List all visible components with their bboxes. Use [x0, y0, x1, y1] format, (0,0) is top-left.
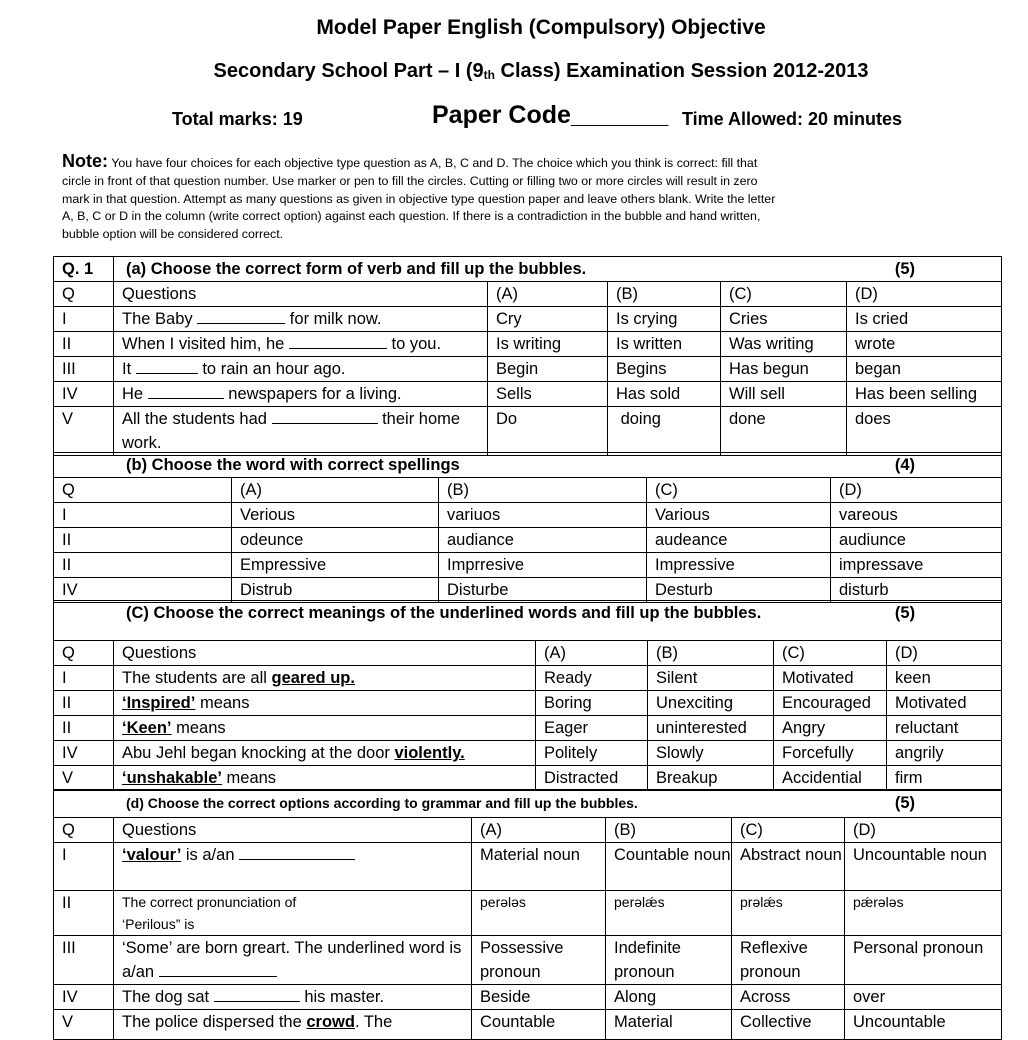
table-row: V ‘unshakable’ means Distracted Breakup Accidential firm: [54, 766, 1002, 791]
section-a-header-row: Q Questions (A) (B) (C) (D): [54, 282, 1002, 307]
section-c-table: [53, 600, 1002, 791]
section-c-header-row: Q Questions (A) (B) (C) (D): [54, 641, 1002, 666]
table-row: I Verious variuos Various vareous: [54, 503, 1002, 528]
section-a-heading: (a) Choose the correct form of verb and fill up the bubbles. (5): [114, 257, 1002, 282]
table-row: II Empressive Imprresive Impressive impressave: [54, 553, 1002, 578]
table-row: IV Abu Jehl began knocking at the door violently. Politely Slowly Forcefully angrily: [54, 741, 1002, 766]
table-row: IV He newspapers for a living. Sells Has sold Will sell Has been selling: [54, 382, 1002, 407]
section-b-table: [53, 452, 1002, 603]
time-allowed: Time Allowed: 20 minutes: [682, 109, 903, 129]
table-row: II ‘Keen’ means Eager uninterested Angry reluctant: [54, 716, 1002, 741]
table-row: II The correct pronunciation of ‘Perilous” is perələs perəlǽs prəlǽs pǽrələs: [54, 891, 1002, 936]
table-row: IV The dog sat his master. Beside Along Across over: [54, 985, 1002, 1010]
table-row: V The police dispersed the crowd. The Countable Material Collective Uncountable: [54, 1010, 1002, 1040]
table-row: I The students are all geared up. Ready Silent Motivated keen: [54, 666, 1002, 691]
section-b-marks: (4): [894, 456, 916, 474]
section-d-heading: (d) Choose the correct options according to grammar and fill up the bubbles. (5): [54, 790, 1002, 818]
section-d-header-row: Q Questions (A) (B) (C) (D): [54, 818, 1002, 843]
table-row: III It to rain an hour ago. Begin Begins Has begun began: [54, 357, 1002, 382]
paper-title: Model Paper English (Compulsory) Objective: [316, 16, 766, 39]
table-row: III ‘Some’ are born greart. The underlined word is a/an Possessive pronoun Indefinite pronoun Reflexive pronoun Personal pronoun: [54, 936, 1002, 985]
table-row: IV Distrub Disturbe Desturb disturb: [54, 578, 1002, 603]
table-row: I ‘valour’ is a/an Material noun Countable noun Abstract noun Uncountable noun: [54, 843, 1002, 891]
instructions-note: Note: You have four choices for each objective type question as A, B, C and D. The choice which you think is correct: fill that circle in front of that question number. Use marker or pen to fill the circles. Cutting or filling two or more circles will result in zero mark in that question. Attempt as many questions as given in objective type question paper and leave others blank. Write the letter A, B, C or D in the column (write correct option) against each question. If there is a contradiction in the bubble and hand written, bubble option will be considered correct.: [62, 151, 776, 242]
section-b-heading: (b) Choose the word with correct spellings (4): [54, 453, 1002, 478]
section-c-heading: (C) Choose the correct meanings of the underlined words and fill up the bubbles. (5): [54, 601, 1002, 641]
section-b-header-row: Q (A) (B) (C) (D): [54, 478, 1002, 503]
q1-label: Q. 1: [54, 257, 114, 282]
section-d-marks: (5): [894, 794, 916, 812]
section-a-marks: (5): [894, 260, 916, 278]
paper-code: Paper Code_______: [432, 101, 669, 129]
table-row: II When I visited him, he to you. Is writing Is written Was writing wrote: [54, 332, 1002, 357]
total-marks: Total marks: 19: [172, 109, 303, 129]
table-row: II odeunce audiance audeance audiunce: [54, 528, 1002, 553]
section-c-marks: (5): [894, 604, 916, 622]
section-a-table: [53, 256, 1002, 456]
section-d-table: [53, 789, 1002, 1040]
table-row: II ‘Inspired’ means Boring Unexciting Encouraged Motivated: [54, 691, 1002, 716]
paper-subtitle: Secondary School Part – I ($9_{th}$ Class) Examination Session 2012-2013: [213, 60, 869, 82]
table-row: I The Baby for milk now. Cry Is crying Cries Is cried: [54, 307, 1002, 332]
table-row: V All the students had their home work. Do doing done does: [54, 407, 1002, 456]
